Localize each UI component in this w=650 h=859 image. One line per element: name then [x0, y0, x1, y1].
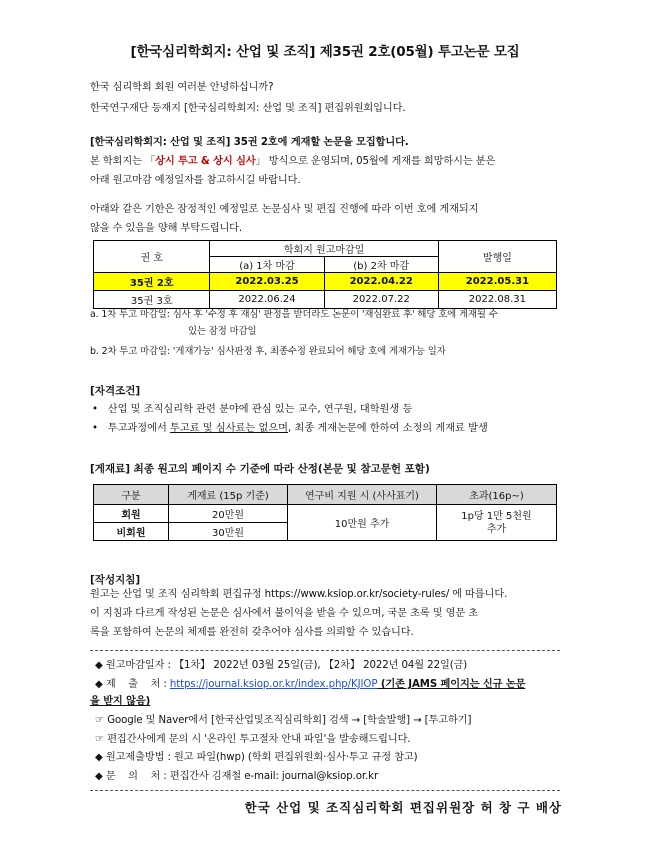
eligibility-item-2-underlined: 투고료 및 심사료는 없으며	[170, 423, 288, 434]
fee-col-grant: 연구비 지원 시 (사사표기)	[288, 485, 437, 505]
fee-excess	[437, 505, 557, 541]
page-title: [한국심리학회지: 산업 및 조직] 제35권 2호(05월) 투고논문 모집	[130, 44, 520, 60]
fee-nonmember: 비회원	[94, 523, 169, 541]
pointing-hand-icon: ☞	[95, 715, 105, 726]
info-method-text: 원고제출방법 : 원고 파일(hwp) (학회 편집위원회·심사·투고 규정 참고)	[105, 752, 418, 763]
row-publish-date: 2022.08.31	[438, 291, 556, 309]
fee-nonmember-amount: 30만원	[169, 523, 288, 541]
note-a-line-1: a. 1차 투고 마감일: 심사 후 '수정 후 재심' 판정을 받더라도 논문이 '재심완료 후' 해당 호에 게재될 수	[90, 309, 498, 320]
info-deadline-text: 원고마감일자 : 【1차】 2022년 03월 25일(금), 【2차】 2022년 04월 22일(금)	[105, 660, 468, 671]
row-second-deadline: 2022.07.22	[324, 291, 438, 309]
diamond-icon: ◆	[95, 771, 103, 782]
info-contact	[95, 767, 565, 786]
notice-line-1: 아래와 같은 기한은 잠정적인 예정일로 논문심사 및 편집 진행에 따라 이번 호에 게재되지	[90, 204, 479, 215]
row-issue: 35권 3호	[94, 291, 210, 309]
row-second-deadline: 2022.04.22	[324, 273, 438, 291]
fee-table	[93, 484, 557, 541]
pointing-hand-icon: ☞	[95, 734, 105, 745]
eligibility-item-1: • 산업 및 조직심리학 관련 분야에 관심 있는 교수, 연구원, 대학원생 등	[92, 404, 413, 415]
eligibility-item-1-text: 산업 및 조직심리학 관련 분야에 관심 있는 교수, 연구원, 대학원생 등	[107, 404, 413, 415]
eligibility-heading: [자격조건]	[90, 385, 141, 397]
guide-line-3: 록을 포함하여 논문의 체제를 완전히 갖추어야 심사를 의뢰할 수 있습니다.	[90, 627, 414, 638]
fee-grant-add: 10만원 추가	[288, 505, 437, 541]
col-issue-header: 권 호	[94, 241, 210, 273]
diamond-icon: ◆	[95, 752, 103, 763]
eligibility-item-2: • 투고과정에서 투고료 및 심사료는 없으며, 최종 게재논문에 한하여 소정의 게재료 발생	[92, 423, 488, 434]
deadline-table	[93, 240, 557, 309]
guide-line-2: 이 지침과 다르게 작성된 논문은 심사에서 불이익을 받을 수 있으며, 국문 초록 및 영문 초	[90, 608, 479, 619]
call-body-line-2: 아래 원고마감 예정일자를 참고하시길 바랍니다.	[90, 175, 301, 186]
fee-col-fee: 게재료 (15p 기준)	[169, 485, 288, 505]
guide-heading: [작성지침]	[90, 574, 141, 586]
table-row	[94, 505, 557, 523]
fee-member-amount: 20만원	[169, 505, 288, 523]
table-row	[94, 273, 557, 291]
diamond-icon: ◆	[95, 660, 103, 671]
diamond-icon: ◆	[95, 679, 103, 690]
call-body-line-1	[90, 152, 560, 171]
info-deadline	[95, 656, 565, 675]
call-body-post: 」 방식으로 운영되며, 05월에 게재를 희망하시는 분은	[255, 156, 496, 167]
row-first-deadline: 2022.06.24	[210, 291, 324, 309]
info-guide-file	[95, 730, 565, 749]
col-second-header: (b) 2차 마감	[324, 257, 438, 273]
call-body-pre: 본 학회지는 「	[90, 156, 156, 167]
row-issue: 35권 2호	[94, 273, 210, 291]
divider	[90, 790, 560, 791]
fee-excess-line-1: 1p당 1만 5천원	[461, 510, 532, 522]
col-deadline-header: 학회지 원고마감일	[210, 241, 438, 257]
guide-line-1: 원고는 산업 및 조직 심리학회 편집규정 https://www.ksiop.or.kr/society-rules/ 에 따릅니다.	[90, 589, 508, 600]
fee-heading: [게재료] 최종 원고의 페이지 수 기준에 따라 산정(본문 및 참고문헌 포함)	[90, 463, 430, 475]
closing-signature: 한국 산업 및 조직심리학회 편집위원장 허 창 구 배상	[244, 800, 562, 815]
greeting-line-1: 한국 심리학회 회원 여러분 안녕하십니까?	[90, 82, 274, 93]
note-a-line-2: 있는 잠정 마감일	[188, 326, 257, 337]
fee-col-excess: 초과(16p~)	[437, 485, 557, 505]
call-body-highlight: 상시 투고 & 상시 심사	[155, 156, 256, 167]
info-submit-label: 제 출 처 :	[105, 679, 170, 690]
divider	[90, 650, 560, 651]
note-b-line-1: b. 2차 투고 마감일: '게재가능' 심사판정 후, 최종수정 완료되어 해당 호에 게재가능 일자	[90, 346, 446, 357]
submission-link[interactable]: https://journal.ksiop.or.kr/index.php/KJIOP	[169, 679, 378, 690]
info-method	[95, 748, 565, 767]
col-first-header: (a) 1차 마감	[210, 257, 324, 273]
info-search	[95, 711, 565, 730]
info-search-text: Google 및 Naver에서 [한국산업및조직심리학회] 검색 → [학술발행] → [투고하기]	[107, 715, 472, 726]
call-heading: [한국심리학회지: 산업 및 조직] 35권 2호에 게재할 논문을 모집합니다.	[90, 137, 409, 148]
fee-member: 회원	[94, 505, 169, 523]
eligibility-item-2-pre: 투고과정에서	[107, 423, 171, 434]
fee-excess-line-2: 추가	[486, 523, 507, 535]
info-contact-text: 문 의 처 : 편집간사 김재철 e-mail: journal@ksiop.or.kr	[105, 771, 379, 782]
info-submit-note-1: (기존 JAMS 페이지는 신규 논문	[377, 679, 526, 690]
info-guide-file-text: 편집간사에게 문의 시 '온라인 투고절차 안내 파일'을 발송해드립니다.	[107, 734, 411, 745]
col-publish-header: 발행일	[438, 241, 556, 273]
greeting-line-2: 한국연구재단 등재지 [한국심리학회지: 산업 및 조직] 편집위원회입니다.	[90, 103, 406, 114]
info-submit-note-2: 을 받지 않음)	[90, 696, 151, 707]
row-first-deadline: 2022.03.25	[210, 273, 324, 291]
eligibility-item-2-post: , 최종 게재논문에 한하여 소정의 게재료 발생	[288, 423, 488, 434]
fee-col-type: 구분	[94, 485, 169, 505]
row-publish-date: 2022.05.31	[438, 273, 556, 291]
notice-line-2: 않을 수 있음을 양해 부탁드립니다.	[90, 223, 243, 234]
